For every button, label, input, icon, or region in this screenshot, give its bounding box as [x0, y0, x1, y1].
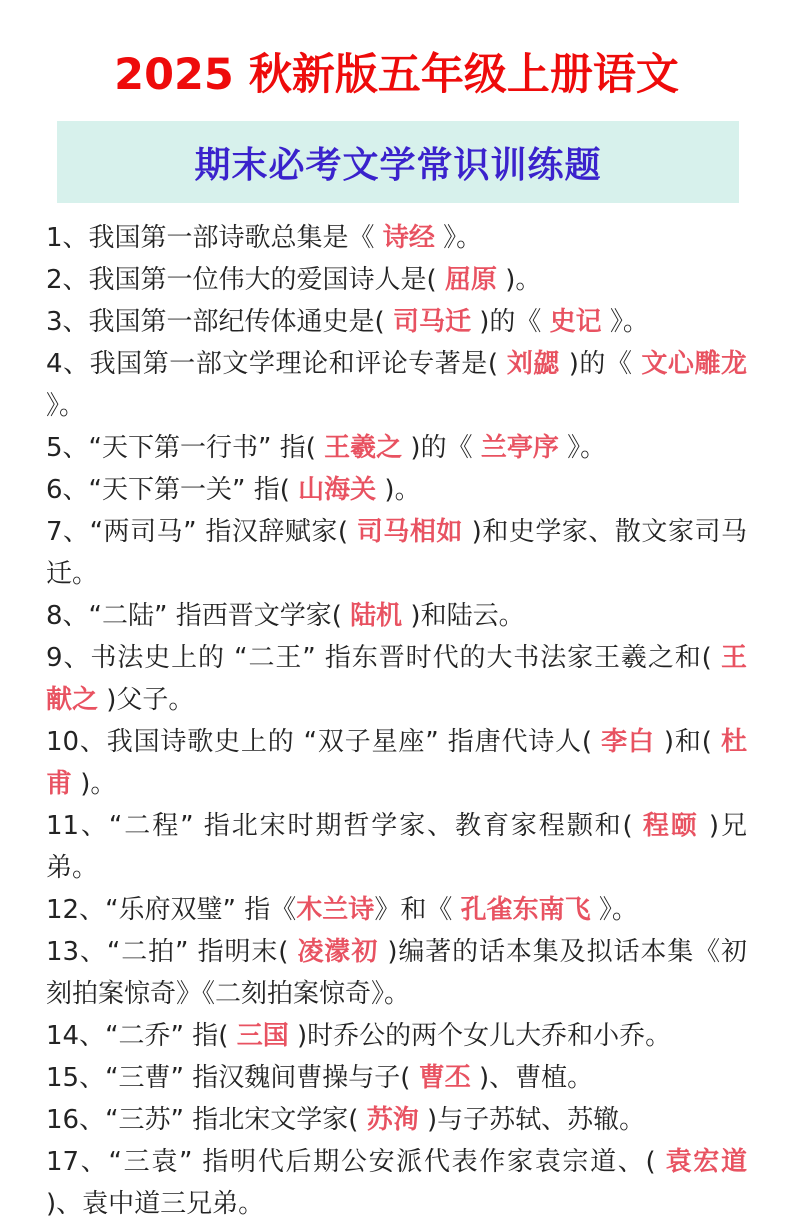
answer-text: 司马迁 [392, 307, 471, 337]
question-text: 11、“二程” 指北宋时期哲学家、教育家程颢和( [46, 811, 643, 841]
question-text: 》。 [590, 895, 638, 925]
answer-text: 屈原 [444, 265, 497, 295]
question-text: )。 [496, 265, 542, 295]
question-text: 7、“两司马” 指汉辞赋家( [46, 517, 357, 547]
question-text: 14、“二乔” 指( [46, 1021, 237, 1051]
question-item-4 [46, 343, 747, 427]
question-text: )编著的话本集及拟话本集《初刻拍案惊奇》《二刻拍案惊奇》。 [46, 937, 747, 1009]
question-item-2 [46, 259, 747, 301]
question-text: 4、我国第一部文学理论和评论专著是( [46, 349, 507, 379]
question-text: 9、书法史上的 “二王” 指东晋时代的大书法家王羲之和( [46, 643, 721, 673]
question-text: )、袁中道三兄弟。 [46, 1189, 265, 1219]
answer-text: 陆机 [350, 601, 403, 631]
question-item-3 [46, 301, 747, 343]
question-text: )和史学家、散文家司马迁。 [46, 517, 747, 589]
question-text: )、曹植。 [470, 1063, 594, 1093]
question-item-16 [46, 1099, 747, 1141]
answer-text: 曹丕 [418, 1063, 471, 1093]
answer-text: 袁宏道 [665, 1147, 747, 1177]
question-item-14 [46, 1015, 747, 1057]
question-text: 6、“天下第一关” 指( [46, 475, 299, 505]
question-text: )和陆云。 [402, 601, 525, 631]
question-item-9 [46, 637, 747, 721]
question-text: )的《 [470, 307, 550, 337]
question-text: )兄弟。 [46, 811, 747, 883]
question-text: )父子。 [98, 685, 195, 715]
question-text: 》。 [601, 307, 649, 337]
question-text: )的《 [402, 433, 481, 463]
question-text: 8、“二陆” 指西晋文学家( [46, 601, 351, 631]
answer-text: 诗经 [382, 223, 435, 253]
answer-text: 木兰诗 [296, 895, 375, 925]
question-text: 10、我国诗歌史上的 “双子星座” 指唐代诗人( [46, 727, 602, 757]
subtitle-banner [57, 121, 739, 203]
question-text: 3、我国第一部纪传体通史是( [46, 307, 393, 337]
question-item-13 [46, 931, 747, 1015]
answer-text: 司马相如 [356, 517, 463, 547]
answer-text: 李白 [601, 727, 655, 757]
question-item-6 [46, 469, 747, 511]
answer-text: 杜甫 [46, 727, 747, 799]
question-text: 16、“三苏” 指北宋文学家( [46, 1105, 367, 1135]
answer-text: 文心雕龙 [641, 349, 747, 379]
answer-text: 凌濛初 [297, 937, 379, 967]
subtitle: 期末必考文学常识训练题 [194, 144, 602, 186]
question-text: 2、我国第一位伟大的爱国诗人是( [46, 265, 445, 295]
question-text: 1、我国第一部诗歌总集是《 [46, 223, 383, 253]
question-text: )时乔公的两个女儿大乔和小乔。 [288, 1021, 672, 1051]
answer-text: 程颐 [642, 811, 699, 841]
question-text: 5、“天下第一行书” 指( [46, 433, 325, 463]
question-text: )。 [376, 475, 421, 505]
page-title: 2025 秋新版五年级上册语文 [114, 50, 679, 100]
question-text: )和( [654, 727, 721, 757]
question-text: 15、“三曹” 指汉魏间曹操与子( [46, 1063, 419, 1093]
question-list [0, 203, 793, 1225]
answer-text: 王羲之 [324, 433, 403, 463]
question-text: 》。 [434, 223, 483, 253]
question-item-15 [46, 1057, 747, 1099]
question-item-12 [46, 889, 747, 931]
question-text: 》。 [558, 433, 607, 463]
answer-text: 苏洵 [366, 1105, 419, 1135]
answer-text: 刘勰 [506, 349, 560, 379]
question-item-1 [46, 217, 747, 259]
question-item-7 [46, 511, 747, 595]
question-text: 13、“二拍” 指明末( [46, 937, 298, 967]
question-text: )的《 [559, 349, 642, 379]
question-item-17 [46, 1141, 747, 1225]
question-item-5 [46, 427, 747, 469]
question-text: )与子苏轼、苏辙。 [418, 1105, 646, 1135]
answer-text: 山海关 [298, 475, 377, 505]
question-item-10 [46, 721, 747, 805]
question-text: 12、“乐府双璧” 指《 [46, 895, 297, 925]
question-item-8 [46, 595, 747, 637]
question-text: 17、“三袁” 指明代后期公安派代表作家袁宗道、( [46, 1147, 666, 1177]
question-item-11 [46, 805, 747, 889]
answer-text: 兰亭序 [480, 433, 559, 463]
question-text: 》。 [46, 391, 86, 421]
answer-text: 史记 [549, 307, 602, 337]
question-text: )。 [72, 769, 117, 799]
answer-text: 孔雀东南飞 [460, 895, 591, 925]
question-text: 》和《 [374, 895, 461, 925]
answer-text: 三国 [236, 1021, 289, 1051]
answer-text: 王献之 [46, 643, 747, 715]
